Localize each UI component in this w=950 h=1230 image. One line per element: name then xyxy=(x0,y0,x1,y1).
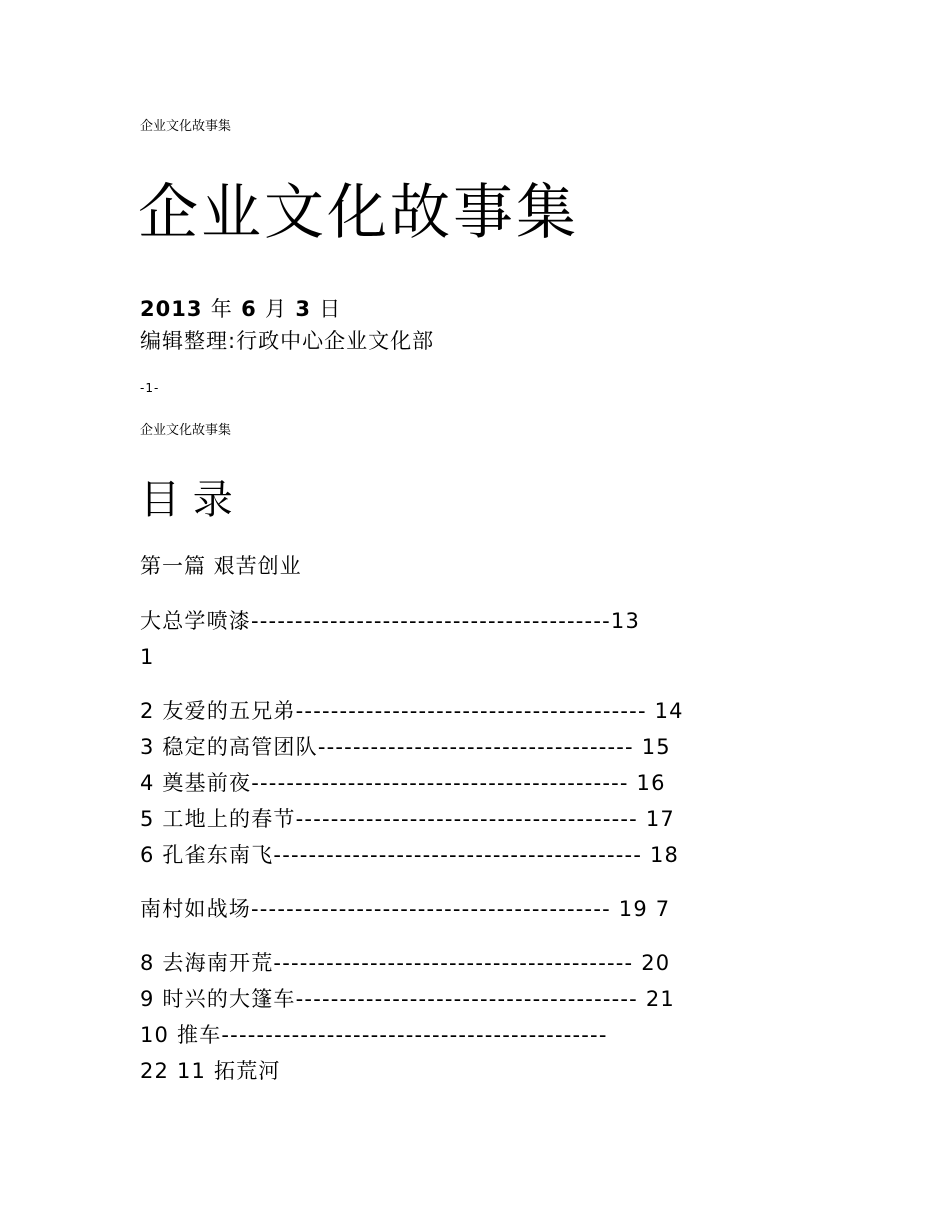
toc-section-heading: 第一篇 艰苦创业 xyxy=(140,554,302,578)
toc-line: 3 稳定的高管团队------------------------------------ 15 xyxy=(140,735,671,759)
toc-line: 6 孔雀东南飞------------------------------------------ 18 xyxy=(140,843,680,867)
date-month-unit: 月 xyxy=(265,297,288,321)
page-number: -1- xyxy=(140,381,160,395)
date-month: 6 xyxy=(241,297,257,321)
toc-line: 1 xyxy=(140,645,155,669)
document-date xyxy=(140,278,341,320)
running-header: 企业文化故事集 xyxy=(140,119,232,134)
date-day: 3 xyxy=(295,297,311,321)
toc-line: 5 工地上的春节--------------------------------------- 17 xyxy=(140,807,675,831)
toc-line: 4 奠基前夜------------------------------------------- 16 xyxy=(140,771,666,795)
toc-line: 22 11 拓荒河 xyxy=(140,1059,281,1083)
toc-line: 9 时兴的大篷车--------------------------------------- 21 xyxy=(140,987,675,1011)
running-header: 企业文化故事集 xyxy=(140,423,232,438)
toc-line: 8 去海南开荒----------------------------------------- 20 xyxy=(140,951,671,975)
toc-title: 目 录 xyxy=(140,477,233,523)
toc-line: 10 推车-------------------------------------------- xyxy=(140,1023,608,1047)
toc-line: 大总学喷漆-----------------------------------------13 xyxy=(140,609,641,633)
date-day-unit: 日 xyxy=(319,297,342,321)
date-year: 2013 xyxy=(140,297,203,321)
editor-line: 编辑整理:行政中心企业文化部 xyxy=(140,329,435,353)
toc-line: 2 友爱的五兄弟---------------------------------------- 14 xyxy=(140,699,684,723)
date-year-unit: 年 xyxy=(210,297,233,321)
toc-line: 南村如战场----------------------------------------- 19 7 xyxy=(140,897,671,921)
document-title: 企业文化故事集 xyxy=(138,178,579,248)
